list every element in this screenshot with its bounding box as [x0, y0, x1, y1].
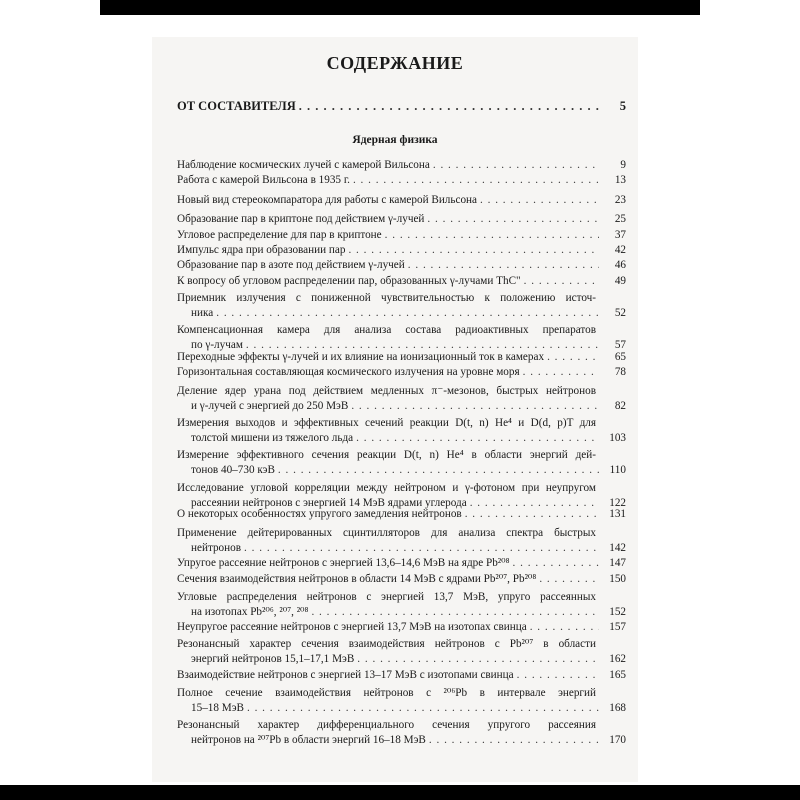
- toc-entry-continuation: [177, 541, 626, 556]
- toc-entry-page: 49: [614, 275, 626, 287]
- toc-entry-page: 157: [609, 621, 626, 633]
- toc-entry: [177, 258, 626, 273]
- toc-entry-title-cont: нейтронов: [191, 542, 242, 554]
- toc-leader-dots: [539, 572, 599, 587]
- toc-entry-title: Новый вид стереокомпаратора для работы с камерой Вильсона: [177, 194, 478, 206]
- toc-entry-page: 57: [614, 339, 626, 351]
- toc-entry: [177, 274, 626, 289]
- toc-entry: [177, 526, 626, 556]
- toc-entry-title: Образование пар в криптоне под действием γ-лучей: [177, 213, 425, 225]
- toc-entry-page: 122: [609, 497, 626, 509]
- toc-leader-dots: [513, 556, 599, 571]
- toc-entry-title-cont: тонов 40–730 кэВ: [191, 464, 275, 476]
- toc-entry: [177, 556, 626, 571]
- toc-entry: [177, 243, 626, 258]
- toc-entry-title: Угловые распределения нейтронов с энергией 13,7 МэВ, упруго рассеянных: [177, 591, 596, 603]
- toc-entry-continuation: [177, 431, 626, 446]
- toc-entry-page: 147: [609, 557, 626, 569]
- toc-leader-dots: [348, 243, 599, 258]
- contents-heading: СОДЕРЖАНИЕ: [326, 53, 464, 73]
- toc-entry-title: Измерение эффективного сечения реакции D(t, n) He⁴ в области энергий дей-: [177, 449, 596, 461]
- toc-entry-title: Упругое рассеяние нейтронов с энергией 13,6–14,6 МэВ на ядре Pb²⁰⁸: [177, 557, 510, 569]
- toc-entry-page: 52: [614, 307, 626, 319]
- toc-entry-page: 142: [609, 542, 626, 554]
- toc-entry: [177, 637, 626, 667]
- toc-leader-dots: [247, 701, 599, 716]
- toc-entry-title-cont: и γ-лучей с энергией до 250 МэВ: [191, 400, 349, 412]
- toc-entry-title: Исследование угловой корреляции между нейтроном и γ-фотоном при неупругом: [177, 482, 596, 494]
- toc-entry-title-cont: энергий нейтронов 15,1–17,1 МэВ: [191, 653, 355, 665]
- toc-entry-title-cont: ника: [191, 307, 214, 319]
- toc-entry-title-cont: 15–18 МэВ: [191, 702, 244, 714]
- toc-entry-continuation: [177, 463, 626, 478]
- toc-entry-title-cont: на изотопах Pb²⁰⁶, ²⁰⁷, ²⁰⁸: [191, 606, 309, 618]
- toc-leader-dots: [356, 431, 599, 446]
- toc-entry: [177, 193, 626, 208]
- toc-preface-title: ОТ СОСТАВИТЕЛЯ: [177, 99, 296, 113]
- toc-leader-dots: [517, 668, 599, 683]
- toc-entry-title: Приемник излучения с пониженной чувствительностью к положению источ-: [177, 292, 596, 304]
- toc-entry-title-cont: толстой мишени из тяжелого льда: [191, 432, 354, 444]
- toc-entry-page: 150: [609, 573, 626, 585]
- toc-entry: [177, 350, 626, 365]
- top-black-band: [100, 0, 700, 15]
- toc-leader-dots: [299, 99, 599, 114]
- toc-leader-dots: [523, 365, 599, 380]
- toc-entry-continuation: [177, 399, 626, 414]
- toc-entry-title-cont: нейтронов на ²⁰⁷Pb в области энергий 16–18 МэВ: [191, 734, 426, 746]
- toc-leader-dots: [547, 350, 599, 365]
- toc-entry-title: Применение дейтерированных сцинтилляторов для анализа спектра быстрых: [177, 527, 596, 539]
- toc-entry-continuation: [177, 652, 626, 667]
- toc-leader-dots: [351, 399, 599, 414]
- toc-entry: [177, 668, 626, 683]
- toc-leader-dots: [465, 507, 599, 522]
- toc-entry-page: 168: [609, 702, 626, 714]
- toc-entry-page: 82: [614, 400, 626, 412]
- toc-entry-continuation: [177, 733, 626, 748]
- toc-entry-title: Переходные эффекты γ-лучей и их влияние на ионизационный ток в камерах: [177, 351, 545, 363]
- toc-entry-title: О некоторых особенностях упругого замедления нейтронов: [177, 508, 462, 520]
- toc-entry-page: 170: [609, 734, 626, 746]
- toc-entry-page: 9: [620, 159, 626, 171]
- bottom-black-band: [0, 785, 800, 800]
- toc-entry: [177, 365, 626, 380]
- toc-entry-page: 110: [609, 464, 626, 476]
- toc-entry-title: Деление ядер урана под действием медленных π⁻-мезонов, быстрых нейтронов: [177, 385, 596, 397]
- toc-leader-dots: [244, 541, 599, 556]
- toc-entry-continuation: [177, 701, 626, 716]
- toc-entry-title: Резонансный характер дифференциального сечения упругого рассеяния: [177, 719, 596, 731]
- toc-entry-title: Образование пар в азоте под действием γ-лучей: [177, 259, 405, 271]
- toc-leader-dots: [433, 158, 599, 173]
- toc-entry-title: К вопросу об угловом распределении пар, образованных γ-лучами ThC": [177, 275, 521, 287]
- toc-entry: [177, 212, 626, 227]
- toc-entry-page: 103: [609, 432, 626, 444]
- toc-entry: [177, 228, 626, 243]
- toc-entry-title: Резонансный характер сечения взаимодействия нейтронов с Pb²⁰⁷ в области: [177, 638, 596, 650]
- toc-entry-title: Горизонтальная составляющая космического излучения на уровне моря: [177, 366, 520, 378]
- toc-entry-title: Импульс ядра при образовании пар: [177, 244, 346, 256]
- toc-entry-page: 46: [614, 259, 626, 271]
- toc-leader-dots: [311, 605, 599, 620]
- toc-entry-page: 165: [609, 669, 626, 681]
- toc-entry-page: 152: [609, 606, 626, 618]
- toc-preface-row: [177, 99, 626, 114]
- toc-entry-title: Работа с камерой Вильсона в 1935 г.: [177, 174, 350, 186]
- toc-entry: [177, 507, 626, 522]
- toc-entry: [177, 590, 626, 620]
- toc-preface-page: 5: [619, 99, 626, 113]
- toc-entry-title: Угловое распределение для пар в криптоне: [177, 229, 382, 241]
- toc-leader-dots: [278, 463, 599, 478]
- toc-entry-page: 37: [614, 229, 626, 241]
- toc-entry-continuation: [177, 306, 626, 321]
- toc-entry-title: Взаимодействие нейтронов с энергией 13–17 МэВ с изотопами свинца: [177, 669, 514, 681]
- toc-entry: [177, 158, 626, 173]
- toc-entry-page: 78: [614, 366, 626, 378]
- toc-leader-dots: [216, 306, 599, 321]
- toc-entry-page: 23: [614, 194, 626, 206]
- toc-leader-dots: [427, 212, 599, 227]
- toc-entry-page: 131: [609, 508, 626, 520]
- toc-entry-page: 13: [614, 174, 626, 186]
- toc-entry: [177, 572, 626, 587]
- toc-entry-title: Наблюдение космических лучей с камерой Вильсона: [177, 159, 430, 171]
- toc-entry-page: 162: [609, 653, 626, 665]
- toc-entry: [177, 173, 626, 188]
- toc-entry-page: 65: [614, 351, 626, 363]
- toc-entry: [177, 686, 626, 716]
- toc-leader-dots: [429, 733, 599, 748]
- toc-leader-dots: [385, 228, 599, 243]
- toc-entry: [177, 718, 626, 748]
- toc-leader-dots: [530, 620, 599, 635]
- toc-entry: [177, 448, 626, 478]
- toc-leader-dots: [357, 652, 599, 667]
- toc-entry-title: Измерения выходов и эффективных сечений реакции D(t, n) He⁴ и D(d, p)T для: [177, 417, 596, 429]
- toc-entry-title: Компенсационная камера для анализа состава радиоактивных препаратов: [177, 324, 596, 336]
- toc-leader-dots: [480, 193, 599, 208]
- toc-entry: [177, 291, 626, 321]
- toc-leader-dots: [524, 274, 599, 289]
- toc-entry: [177, 323, 626, 353]
- toc-entry-continuation: [177, 605, 626, 620]
- toc-entry-title-cont: рассеянии нейтронов с энергией 14 МэВ ядрами углерода: [191, 497, 467, 509]
- toc-entry-page: 42: [614, 244, 626, 256]
- toc-entry-title: Неупругое рассеяние нейтронов с энергией 13,7 МэВ на изотопах свинца: [177, 621, 527, 633]
- toc-entry-title: Полное сечение взаимодействия нейтронов с ²⁰⁶Pb в интервале энергий: [177, 687, 596, 699]
- toc-leader-dots: [353, 173, 599, 188]
- toc-leader-dots: [408, 258, 599, 273]
- toc-entry: [177, 416, 626, 446]
- toc-entry: [177, 384, 626, 414]
- toc-entry-title-cont: по γ-лучам: [191, 339, 243, 351]
- toc-entry-title: Сечения взаимодействия нейтронов в области 14 МэВ с ядрами Pb²⁰⁷, Pb²⁰⁸: [177, 573, 537, 585]
- section-title: Ядерная физика: [352, 134, 438, 146]
- toc-entry-page: 25: [614, 213, 626, 225]
- toc-entry: [177, 620, 626, 635]
